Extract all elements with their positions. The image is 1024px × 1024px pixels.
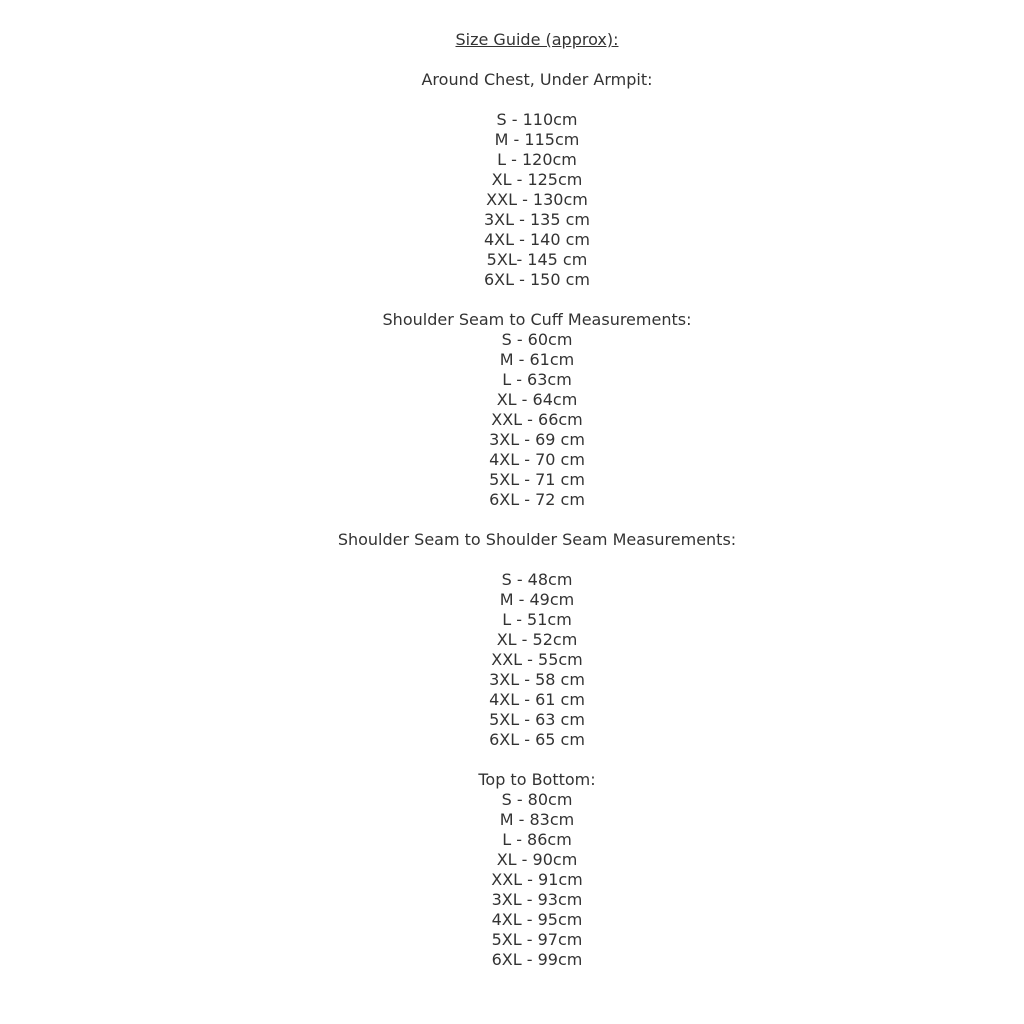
size-row: 4XL - 61 cm [489, 690, 585, 709]
size-row: S - 60cm [501, 330, 573, 349]
size-row: 5XL - 71 cm [489, 470, 585, 489]
size-row: XL - 90cm [496, 850, 578, 869]
size-row: 3XL - 69 cm [489, 430, 585, 449]
section-top-to-bottom [50, 770, 1024, 970]
size-row: 4XL - 95cm [491, 910, 583, 929]
section-heading: Around Chest, Under Armpit: [421, 70, 653, 89]
section-around-chest [50, 70, 1024, 290]
size-row: M - 49cm [499, 590, 575, 609]
size-row: 4XL - 70 cm [489, 450, 585, 469]
section-shoulder-to-shoulder [50, 530, 1024, 750]
size-row: L - 86cm [502, 830, 572, 849]
size-row: M - 83cm [499, 810, 575, 829]
size-row: L - 120cm [497, 150, 577, 169]
size-list [50, 570, 1024, 750]
section-heading: Shoulder Seam to Shoulder Seam Measurements: [337, 530, 737, 549]
size-row: 6XL - 65 cm [489, 730, 585, 749]
size-row: XL - 125cm [491, 170, 583, 189]
size-row: 6XL - 99cm [491, 950, 583, 969]
size-row: S - 110cm [496, 110, 578, 129]
page-title: Size Guide (approx): [455, 30, 619, 49]
section-heading: Top to Bottom: [478, 770, 596, 789]
size-list [50, 110, 1024, 290]
size-row: 5XL - 63 cm [489, 710, 585, 729]
size-list [50, 790, 1024, 970]
size-row: M - 115cm [494, 130, 580, 149]
size-row: 3XL - 135 cm [483, 210, 590, 229]
size-row: XXL - 91cm [491, 870, 583, 889]
size-row: XXL - 55cm [491, 650, 583, 669]
size-row: 6XL - 150 cm [483, 270, 590, 289]
size-row: 6XL - 72 cm [489, 490, 585, 509]
size-row: 3XL - 93cm [491, 890, 583, 909]
size-row: 5XL- 145 cm [486, 250, 588, 269]
size-list [50, 330, 1024, 510]
size-row: XXL - 66cm [491, 410, 583, 429]
size-row: L - 51cm [502, 610, 572, 629]
size-row: L - 63cm [502, 370, 572, 389]
size-row: S - 80cm [501, 790, 573, 809]
section-heading: Shoulder Seam to Cuff Measurements: [382, 310, 692, 329]
size-row: XL - 64cm [496, 390, 578, 409]
size-row: 5XL - 97cm [491, 930, 583, 949]
size-guide-content [50, 0, 1024, 970]
size-row: 3XL - 58 cm [489, 670, 585, 689]
size-row: 4XL - 140 cm [483, 230, 590, 249]
section-shoulder-to-cuff [50, 310, 1024, 510]
size-row: S - 48cm [501, 570, 573, 589]
size-row: M - 61cm [499, 350, 575, 369]
size-row: XL - 52cm [496, 630, 578, 649]
size-row: XXL - 130cm [486, 190, 588, 209]
